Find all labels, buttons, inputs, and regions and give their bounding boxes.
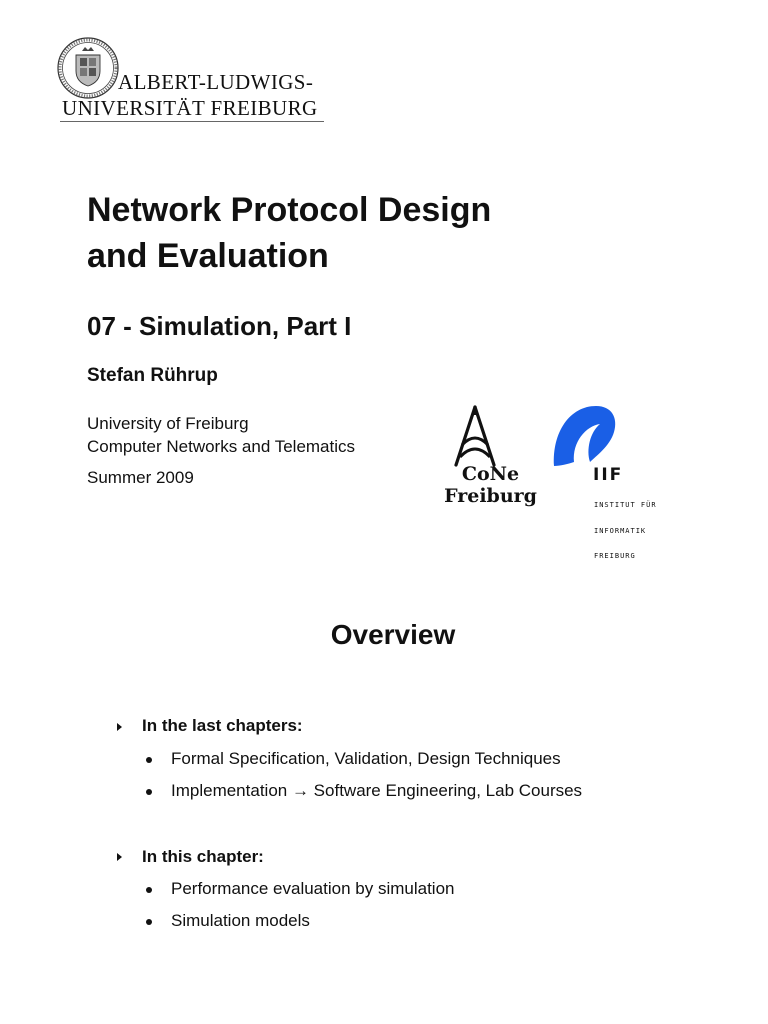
university-seal-logo bbox=[57, 37, 119, 99]
author-name: Stefan Rührup bbox=[87, 365, 218, 386]
cone-logo-line2: Freiburg bbox=[444, 485, 537, 507]
iif-full-name-line3: FREIBURG bbox=[594, 552, 636, 560]
affiliation-university: University of Freiburg bbox=[87, 414, 249, 433]
bullet-dot-icon bbox=[146, 887, 152, 893]
university-name-line2: UNIVERSITÄT FREIBURG bbox=[62, 96, 318, 120]
list-item: Simulation models bbox=[171, 911, 310, 930]
iif-full-name bbox=[594, 484, 657, 569]
iif-abbreviation: IIF bbox=[593, 465, 624, 485]
affiliation-group: Computer Networks and Telematics bbox=[87, 437, 356, 456]
list-item: Implementation → Software Engineering, Lab Courses bbox=[171, 781, 583, 800]
cone-logo-text bbox=[438, 463, 543, 507]
slide-title-line2: and Evaluation bbox=[87, 237, 329, 275]
slide-subtitle: 07 - Simulation, Part I bbox=[87, 311, 352, 341]
header-divider bbox=[60, 121, 324, 122]
section-heading-this-chapter: In this chapter: bbox=[142, 847, 264, 866]
iif-full-name-line1: INSTITUT FÜR bbox=[594, 501, 657, 509]
list-item: Formal Specification, Validation, Design Techniques bbox=[171, 749, 561, 768]
term: Summer 2009 bbox=[87, 468, 194, 487]
iif-full-name-line2: INFORMATIK bbox=[594, 526, 647, 535]
cone-antenna-icon bbox=[450, 405, 500, 467]
bullet-dot-icon bbox=[146, 919, 152, 925]
cone-logo-line1: CoNe bbox=[461, 463, 520, 485]
university-name-line1: ALBERT-LUDWIGS- bbox=[118, 70, 314, 94]
section-heading-last-chapters: In the last chapters: bbox=[142, 716, 303, 735]
overview-title: Overview bbox=[330, 619, 456, 650]
arrow-bullet-icon bbox=[117, 853, 122, 861]
bullet-dot-icon bbox=[146, 757, 152, 763]
list-item: Performance evaluation by simulation bbox=[171, 879, 455, 898]
arrow-bullet-icon bbox=[117, 723, 122, 731]
bullet-dot-icon bbox=[146, 789, 152, 795]
slide-title-line1: Network Protocol Design bbox=[87, 191, 492, 229]
